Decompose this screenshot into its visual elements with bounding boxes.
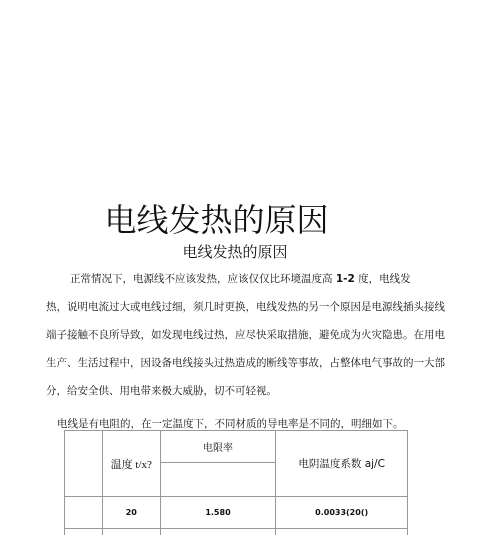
- conductivity-table: [64, 430, 408, 535]
- header-resistivity-sub: [160, 463, 276, 497]
- header-temp-coefficient: 电阴温度系数 aj/C: [276, 431, 408, 497]
- paragraph-line-5: 分，给安全供、用电带来极大威胁，切不可轻视。: [46, 385, 277, 397]
- document-title: 电线发热的原因: [104, 201, 329, 239]
- table-caption: 电线是有电阻的，在一定温度下，不同材质的导电率是不同的，明细如下。: [57, 418, 404, 430]
- cell-resistivity: 1.580: [160, 497, 276, 529]
- row-blank-cell: [65, 497, 103, 529]
- header-temperature: 温度 t/x?: [102, 431, 160, 497]
- paragraph-line-2: 热，说明电流过大或电线过细，须几时更换，电线发热的另一个原因是电源线插头接线: [46, 301, 445, 313]
- table-row: [65, 497, 408, 529]
- table-row: [65, 529, 408, 535]
- paragraph-line-4: 生产、生活过程中，因设备电线接头过热造成的断线等事故，占整体电气事故的一大部: [46, 357, 445, 369]
- table-blank-cell: [65, 431, 103, 497]
- cell-temperature: 20: [102, 497, 160, 529]
- header-resistivity: 电限率: [160, 431, 276, 463]
- cell-coefficient: 0.0033(20(): [276, 497, 408, 529]
- document-subtitle: 电线发热的原因: [182, 243, 288, 261]
- paragraph-line-1: 正常情况下，电源线不应该发热，应该仅仅比环境温度高 1-2 度，电线发: [70, 273, 411, 285]
- paragraph-line-3: 端子接触不良所导致，如发现电线过热，应尽快采取措施，避免成为火灾隐患。在用电: [46, 329, 445, 341]
